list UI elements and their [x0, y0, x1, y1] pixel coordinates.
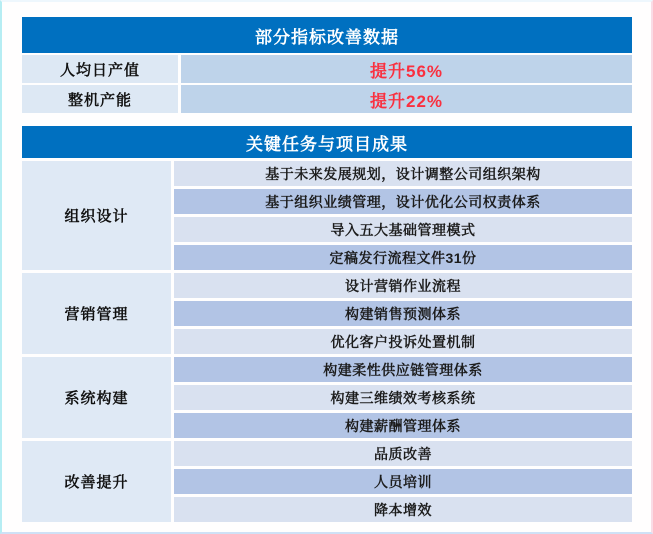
metric-value: 提升22%	[181, 85, 632, 113]
task-item: 人员培训	[174, 469, 632, 494]
category-cell: 改善提升	[22, 441, 171, 522]
metric-label: 人均日产值	[22, 55, 178, 83]
table-row	[22, 55, 632, 83]
tasks-table	[22, 126, 632, 522]
task-item: 构建三维绩效考核系统	[174, 385, 632, 410]
task-item: 构建柔性供应链管理体系	[174, 357, 632, 382]
table-row	[22, 85, 632, 113]
metric-label: 整机产能	[22, 85, 178, 113]
task-item: 优化客户投诉处置机制	[174, 329, 632, 354]
task-item: 基于组织业绩管理，设计优化公司权责体系	[174, 189, 632, 214]
task-item: 基于未来发展规划，设计调整公司组织架构	[174, 161, 632, 186]
task-item: 降本增效	[174, 497, 632, 522]
tasks-table-body	[22, 161, 632, 522]
metrics-table	[22, 17, 632, 115]
metric-value: 提升56%	[181, 55, 632, 83]
task-item: 导入五大基础管理模式	[174, 217, 632, 242]
task-item: 定稿发行流程文件31份	[174, 245, 632, 270]
metrics-table-title: 部分指标改善数据	[22, 17, 632, 53]
category-cell: 营销管理	[22, 273, 171, 354]
task-item: 设计营销作业流程	[174, 273, 632, 298]
tasks-table-title: 关键任务与项目成果	[22, 126, 632, 158]
category-cell: 组织设计	[22, 161, 171, 270]
task-item: 构建薪酬管理体系	[174, 413, 632, 438]
task-item: 构建销售预测体系	[174, 301, 632, 326]
task-item: 品质改善	[174, 441, 632, 466]
category-cell: 系统构建	[22, 357, 171, 438]
